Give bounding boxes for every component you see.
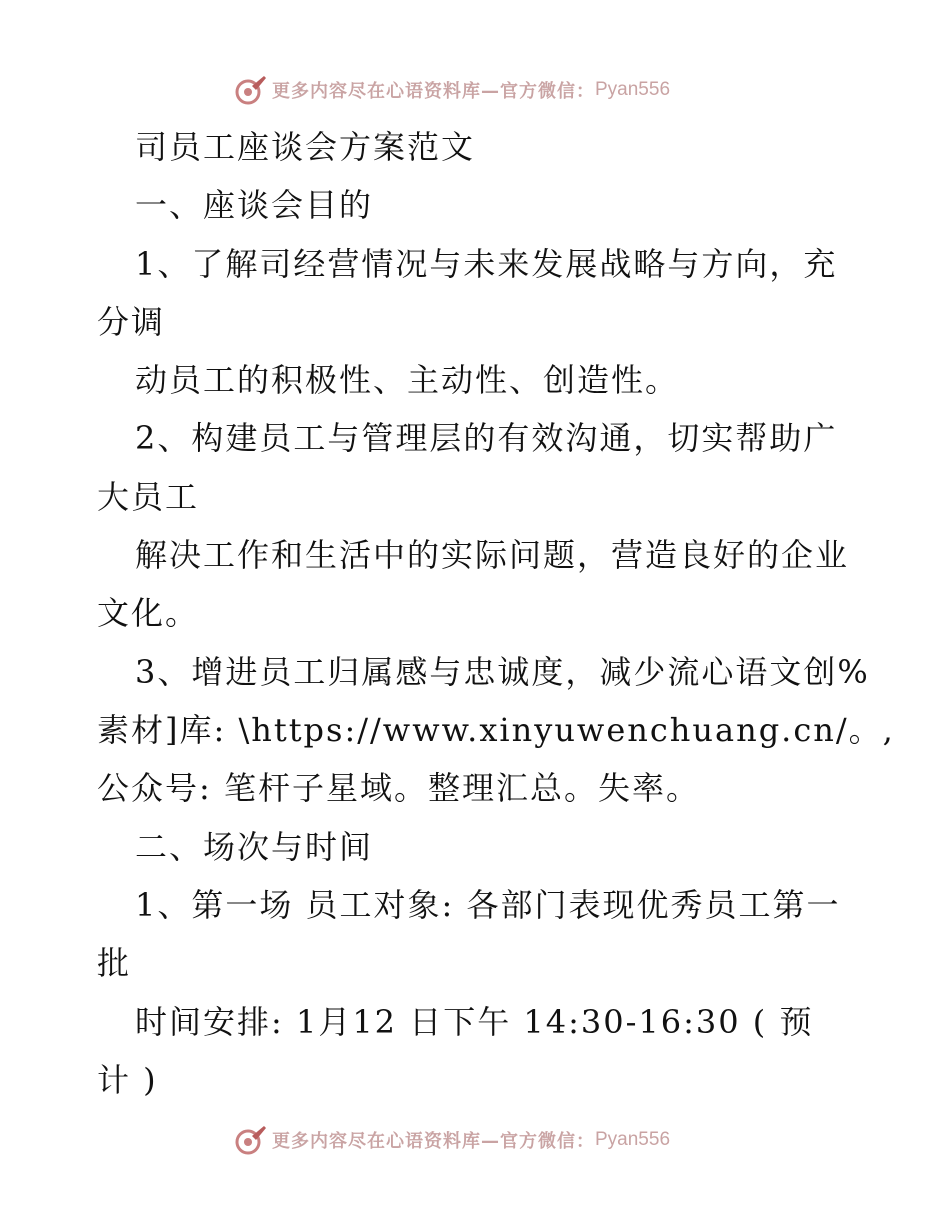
section-heading: 一、座谈会目的 [135, 186, 374, 224]
brush-logo-icon [232, 1122, 268, 1158]
paragraph-line: 解决工作和生活中的实际问题，营造良好的企业 [135, 536, 850, 574]
paragraph-line: 素材]库: \https://www.xinyuwenchuang.cn/。, [97, 711, 895, 749]
paragraph-line: 1、第一场 员工对象: 各部门表现优秀员工第一 [135, 886, 841, 924]
watermark-footer [232, 1120, 670, 1160]
doc-title: 司员工座谈会方案范文 [135, 128, 476, 166]
paragraph-line: 计 ) [97, 1061, 158, 1099]
watermark-text: 更多内容尽在心语资料库—官方微信： [272, 81, 595, 102]
paragraph-line: 动员工的积极性、主动性、创造性。 [135, 361, 680, 399]
section-heading: 二、场次与时间 [135, 828, 374, 866]
watermark-header [232, 70, 670, 110]
paragraph-line: 批 [97, 944, 132, 982]
paragraph-line: 大员工 [97, 478, 200, 516]
wechat-id: Pyan556 [595, 79, 671, 100]
paragraph-line: 1、了解司经营情况与未来发展战略与方向，充 [135, 245, 838, 283]
paragraph-line: 时间安排: 1月12 日下午 14:30-16:30 ( 预 [135, 1003, 814, 1041]
wechat-id: Pyan556 [595, 1129, 671, 1150]
paragraph-line: 分调 [97, 303, 166, 341]
watermark-text: 更多内容尽在心语资料库—官方微信： [272, 1131, 595, 1152]
paragraph-line: 2、构建员工与管理层的有效沟通，切实帮助广 [135, 419, 838, 457]
paragraph-line: 3、增进员工归属感与忠诚度，减少流心语文创% [135, 653, 870, 691]
paragraph-line: 文化。 [97, 594, 200, 632]
paragraph-line: 公众号: 笔杆子星域。整理汇总。失率。 [97, 769, 700, 807]
brush-logo-icon [232, 72, 268, 108]
